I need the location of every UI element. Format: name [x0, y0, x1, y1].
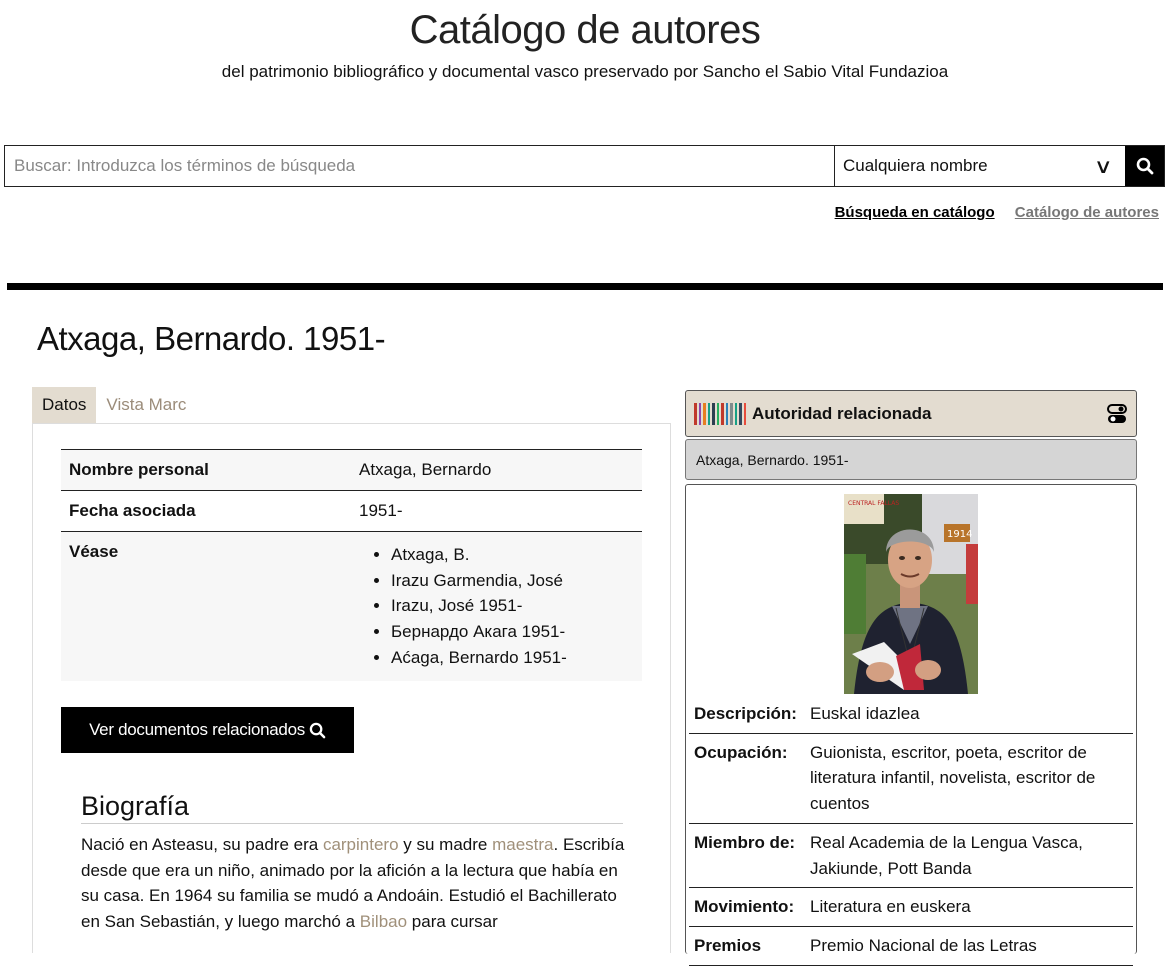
list-item: • Бернардо Акага 1951- [391, 619, 634, 645]
row-value: Atxaga, Bernardo [359, 460, 492, 479]
list-item: • Irazu Garmendia, José [391, 568, 634, 594]
tabs [32, 387, 196, 423]
row-label: Véase [69, 542, 119, 561]
search-icon [1136, 157, 1154, 175]
table-row [61, 450, 642, 491]
table-row [689, 823, 1133, 887]
table-row [689, 888, 1133, 927]
search-bar [4, 145, 1165, 187]
authority-card [685, 484, 1137, 954]
row-value [351, 532, 642, 681]
search-button[interactable] [1125, 146, 1164, 186]
related-documents-button[interactable] [61, 707, 354, 753]
name-type-select[interactable] [835, 146, 1125, 186]
divider [7, 283, 1163, 290]
info-value: Premio Nacional de las Letras [810, 935, 1037, 955]
link-bilbao[interactable]: Bilbao [359, 912, 408, 932]
list-item: • Aćaga, Bernardo 1951- [391, 645, 634, 671]
vease-list [359, 542, 634, 671]
top-links [819, 204, 1159, 221]
record-title: Atxaga, Bernardo. 1951- [37, 320, 386, 357]
info-value: Literatura en euskera [810, 897, 971, 917]
authority-header-title: Autoridad relacionada [752, 403, 932, 423]
catalogo-link[interactable]: Catálogo de autores [1014, 204, 1159, 221]
info-value: Euskal idazlea [810, 704, 920, 723]
photo-sign: CENTRAL FALLAS [848, 500, 900, 507]
info-label: Ocupación: [694, 742, 788, 762]
list-item: • Atxaga, B. [391, 542, 634, 568]
link-carpintero[interactable]: carpintero [322, 835, 399, 854]
table-row [689, 926, 1133, 965]
search-input[interactable] [5, 146, 835, 186]
site-title: Catálogo de autores [409, 8, 761, 52]
table-row [689, 695, 1133, 733]
row-value: 1951- [359, 501, 403, 520]
authority-name[interactable]: Atxaga, Bernardo. 1951- [685, 439, 1137, 480]
info-value: Guionista, escritor, poeta, escritor de literatura infantil, novelista, escritor de cuentos [810, 742, 1096, 814]
row-label: Nombre personal [69, 460, 209, 479]
chevron-down-icon: ∨ [1094, 155, 1114, 178]
list-item: • Irazu, José 1951- [391, 593, 634, 619]
row-label: Fecha asociada [69, 501, 196, 520]
busqueda-link[interactable]: Búsqueda en catálogo [834, 204, 995, 221]
tab-vista-marc[interactable]: Vista Marc [106, 395, 187, 414]
data-table [61, 449, 642, 681]
info-label: Descripción: [694, 704, 797, 723]
authority-info-table [689, 695, 1133, 966]
author-photo [844, 494, 978, 694]
table-row [61, 532, 642, 681]
link-maestra[interactable]: maestra [492, 835, 554, 854]
toggle-icon[interactable] [1106, 403, 1128, 425]
info-label: Miembro de: [694, 832, 796, 852]
datos-panel [32, 423, 671, 953]
tab-datos[interactable]: Datos [32, 387, 96, 423]
authority-header [685, 390, 1137, 437]
search-icon [309, 722, 326, 739]
info-value: Real Academia de la Lengua Vasca, Jakiunde, Pott Banda [810, 832, 1083, 878]
docs-button-label: Ver documentos relacionados [89, 720, 305, 739]
site-subtitle: del patrimonio bibliográfico y documental vasco preservado por Sancho el Sabio Vital Fundazioa [221, 62, 949, 81]
bio-title: Biografía [81, 791, 623, 824]
info-label: Movimiento: [694, 897, 795, 917]
bio-text: Nació en Asteasu, su padre era carpintero y su madre maestra. Escribía desde que era un niño, animado por la afición a la lectura que había en su casa. En 1964 su familia se mudó a Andoáin. Estudió el Bachillerato en San Sebastián, y luego marchó a Bilbao para cursar [81, 835, 625, 932]
table-row [61, 491, 642, 532]
select-value: Cualquiera nombre [843, 156, 988, 175]
table-row [689, 733, 1133, 823]
barcode-icon [694, 403, 746, 425]
info-label: Premios [694, 935, 762, 955]
svg-text:1914: 1914 [947, 529, 973, 540]
